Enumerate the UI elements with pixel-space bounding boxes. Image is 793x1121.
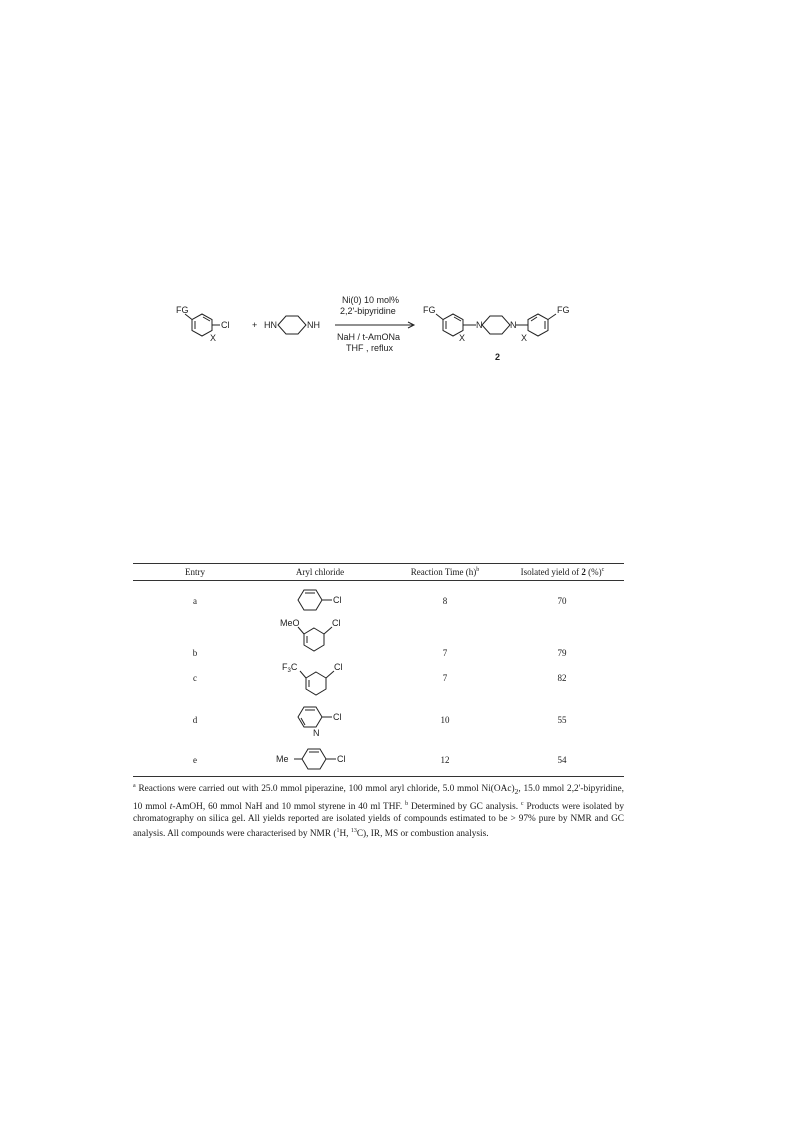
ligand-label: 2,2'-bipyridine — [340, 306, 396, 316]
entry-a: a — [193, 596, 197, 606]
time-c: 7 — [442, 673, 448, 683]
reaction-scheme — [170, 292, 610, 372]
time-d: 10 — [440, 715, 450, 725]
product-fg-left-label: FG — [423, 305, 436, 315]
cl-label: Cl — [332, 618, 341, 628]
header-isolated-yield: Isolated yield of 2 (%)$^c$ — [520, 567, 605, 577]
entry-b: b — [192, 648, 198, 658]
structure-chloroanisole — [280, 614, 370, 652]
header-entry: Entry — [185, 567, 205, 577]
yield-a: 70 — [557, 596, 567, 606]
table-bottom-rule — [133, 776, 624, 777]
yield-b: 79 — [557, 648, 567, 658]
header-aryl-chloride: Aryl chloride — [295, 567, 345, 577]
time-a: 8 — [442, 596, 448, 606]
entry-c: c — [193, 673, 197, 683]
f3c-label: $F_3C$ — [282, 662, 298, 674]
entry-e: e — [193, 755, 197, 765]
cl-label: Cl — [334, 662, 343, 672]
time-b: 7 — [442, 648, 448, 658]
table-header-rule — [133, 580, 624, 581]
product-n1-label: N — [476, 320, 483, 330]
meo-label: MeO — [280, 618, 300, 628]
base-label: NaH / t-AmONa — [337, 332, 401, 342]
nh-label: NH — [307, 320, 320, 330]
n-label: N — [313, 728, 320, 738]
plus-sign: + — [252, 320, 258, 330]
product-piperazine-ring — [482, 316, 510, 334]
x-label: X — [210, 333, 217, 343]
structure-chlorotoluene — [276, 744, 376, 774]
yield-d: 55 — [557, 715, 567, 725]
table-footnote: $^a$ Reactions were carried out with 25.0 mmol piperazine, 100 mmol aryl chloride, 5.0 mmol $Ni(OAc)_2$, 15.0 mmol 2,2'-bipyridine, 10 mmol t-AmOH, 60 mmol NaH and 10 mmol styrene in 40 ml THF. $^b$ Determined by GC analysis. $^c$ Products were isolated by chromatography on silica gel. All yields reported are isolated yields of compounds estimated to be > 97% pure by NMR and GC analysis. All compounds were characterised by NMR ($^1$H, $^{13}$C), IR, MS or combustion analysis. — [133, 783, 624, 840]
cl-label: Cl — [337, 754, 346, 764]
structure-chlorobenzotrifluoride — [282, 658, 372, 696]
me-label: Me — [276, 754, 289, 764]
cl-label: Cl — [221, 320, 230, 330]
table-top-rule — [133, 563, 624, 564]
cl-label: Cl — [333, 595, 342, 605]
product-n2-label: N — [510, 320, 517, 330]
product-number: 2 — [495, 352, 501, 362]
conditions-label: THF , reflux — [346, 343, 394, 353]
yield-e: 54 — [557, 755, 567, 765]
product-fg-right-label: FG — [557, 305, 570, 315]
product-x-right-label: X — [521, 333, 528, 343]
product-x-left-label: X — [459, 333, 466, 343]
yield-c: 82 — [557, 673, 567, 683]
fg-label: FG — [176, 305, 189, 315]
entry-d: d — [192, 715, 198, 725]
piperazine-ring — [278, 316, 306, 334]
time-e: 12 — [440, 755, 450, 765]
hn-label: HN — [264, 320, 277, 330]
catalyst-label: Ni(0) 10 mol% — [342, 295, 400, 305]
structure-chlorobenzene — [290, 584, 360, 616]
structure-chloropyridine — [290, 702, 360, 738]
header-reaction-time: Reaction Time $(h)^b$ — [410, 567, 480, 577]
cl-label: Cl — [333, 712, 342, 722]
